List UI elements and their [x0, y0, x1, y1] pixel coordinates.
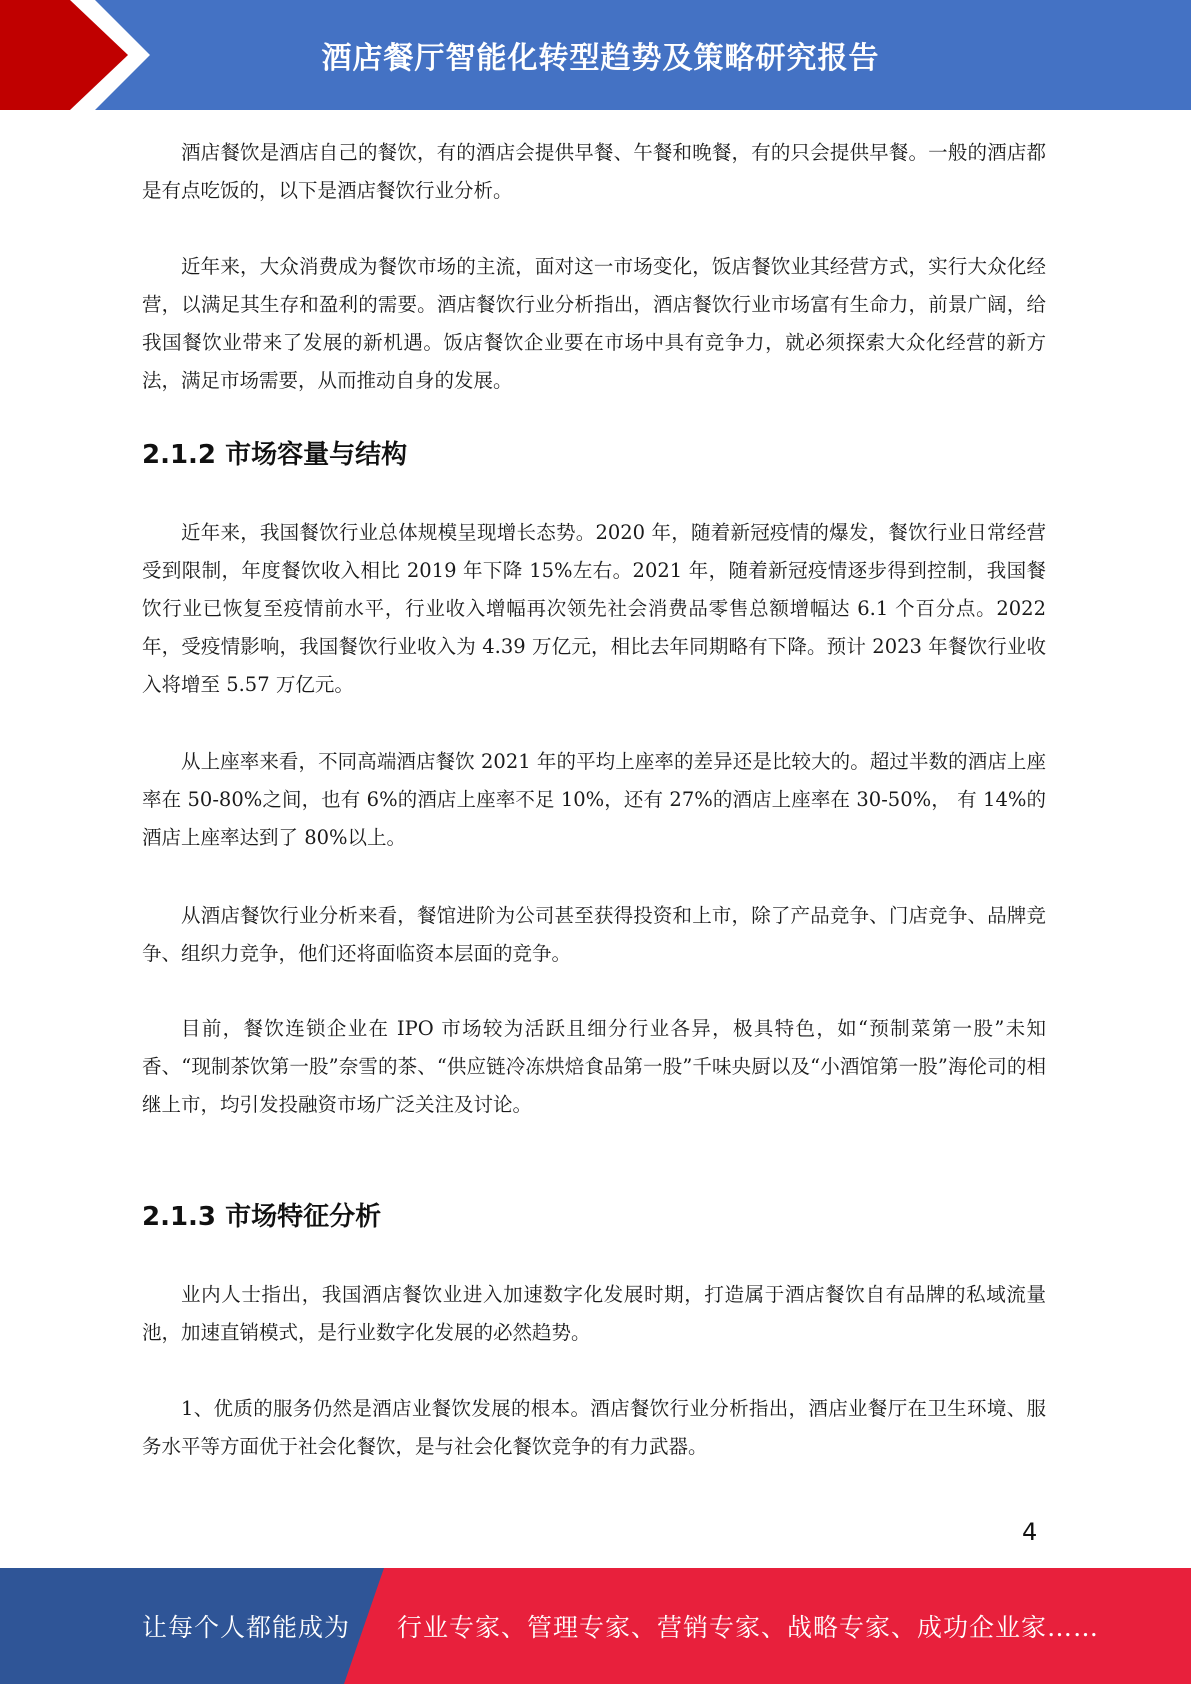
page-footer: [0, 1568, 1191, 1684]
paragraph-digitalization: 业内人士指出，我国酒店餐饮业进入加速数字化发展时期，打造属于酒店餐饮自有品牌的私域流量池，加速直销模式，是行业数字化发展的必然趋势。: [142, 1283, 1046, 1344]
report-title: 酒店餐厅智能化转型趋势及策略研究报告: [321, 41, 880, 76]
section-heading-market-features: 2.1.3 市场特征分析: [142, 1202, 382, 1232]
page-number: 4: [1022, 1518, 1038, 1546]
paragraph-competition: 从酒店餐饮行业分析来看，餐馆进阶为公司甚至获得投资和上市，除了产品竞争、门店竞争、品牌竞争、组织力竞争，他们还将面临资本层面的竞争。: [142, 904, 1046, 965]
paragraph-industry-scale: 近年来，我国餐饮行业总体规模呈现增长态势。2020 年，随着新冠疫情的爆发，餐饮行业日常经营受到限制，年度餐饮收入相比 2019 年下降 15%左右。2021 年，随着新冠疫情逐步得到控制，我国餐饮行业已恢复至疫情前水平，行业收入增幅再次领先社会消费品零售总额增幅达 6.1 个百分点。2022 年，受疫情影响，我国餐饮行业收入为 4.39 万亿元，相比去年同期略有下降。预计 2023 年餐饮行业收入将增至 5.57 万亿元。: [142, 521, 1046, 696]
header-chevron-icon: [0, 0, 160, 110]
paragraph-service-quality: 1、优质的服务仍然是酒店业餐饮发展的根本。酒店餐饮行业分析指出，酒店业餐厅在卫生环境、服务水平等方面优于社会化餐饮，是与社会化餐饮竞争的有力武器。: [142, 1397, 1046, 1458]
paragraph-occupancy-rate: 从上座率来看，不同高端酒店餐饮 2021 年的平均上座率的差异还是比较大的。超过半数的酒店上座率在 50-80%之间，也有 6%的酒店上座率不足 10%，还有 27%的酒店上座率在 30-50%， 有 14%的酒店上座率达到了 80%以上。: [142, 750, 1046, 849]
paragraph-intro: 酒店餐饮是酒店自己的餐饮，有的酒店会提供早餐、午餐和晚餐，有的只会提供早餐。一般的酒店都是有点吃饭的，以下是酒店餐饮行业分析。: [142, 141, 1046, 202]
footer-slogan-left: 让每个人都能成为: [142, 1613, 351, 1642]
section-heading-market-capacity: 2.1.2 市场容量与结构: [142, 440, 408, 470]
page-header: [0, 0, 1191, 110]
paragraph-ipo: 目前，餐饮连锁企业在 IPO 市场较为活跃且细分行业各异，极具特色，如“预制菜第一股”未知香、“现制茶饮第一股”奈雪的茶、“供应链冷冻烘焙食品第一股”千味央厨以及“小酒馆第一股”海伦司的相继上市，均引发投融资市场广泛关注及讨论。: [142, 1017, 1046, 1116]
footer-slogan-right: 行业专家、管理专家、营销专家、战略专家、成功企业家……: [397, 1613, 1100, 1642]
paragraph-mass-consumption: 近年来，大众消费成为餐饮市场的主流，面对这一市场变化，饭店餐饮业其经营方式，实行大众化经营，以满足其生存和盈利的需要。酒店餐饮行业分析指出，酒店餐饮行业市场富有生命力，前景广阔，给我国餐饮业带来了发展的新机遇。饭店餐饮企业要在市场中具有竞争力，就必须探索大众化经营的新方法，满足市场需要，从而推动自身的发展。: [142, 255, 1046, 392]
